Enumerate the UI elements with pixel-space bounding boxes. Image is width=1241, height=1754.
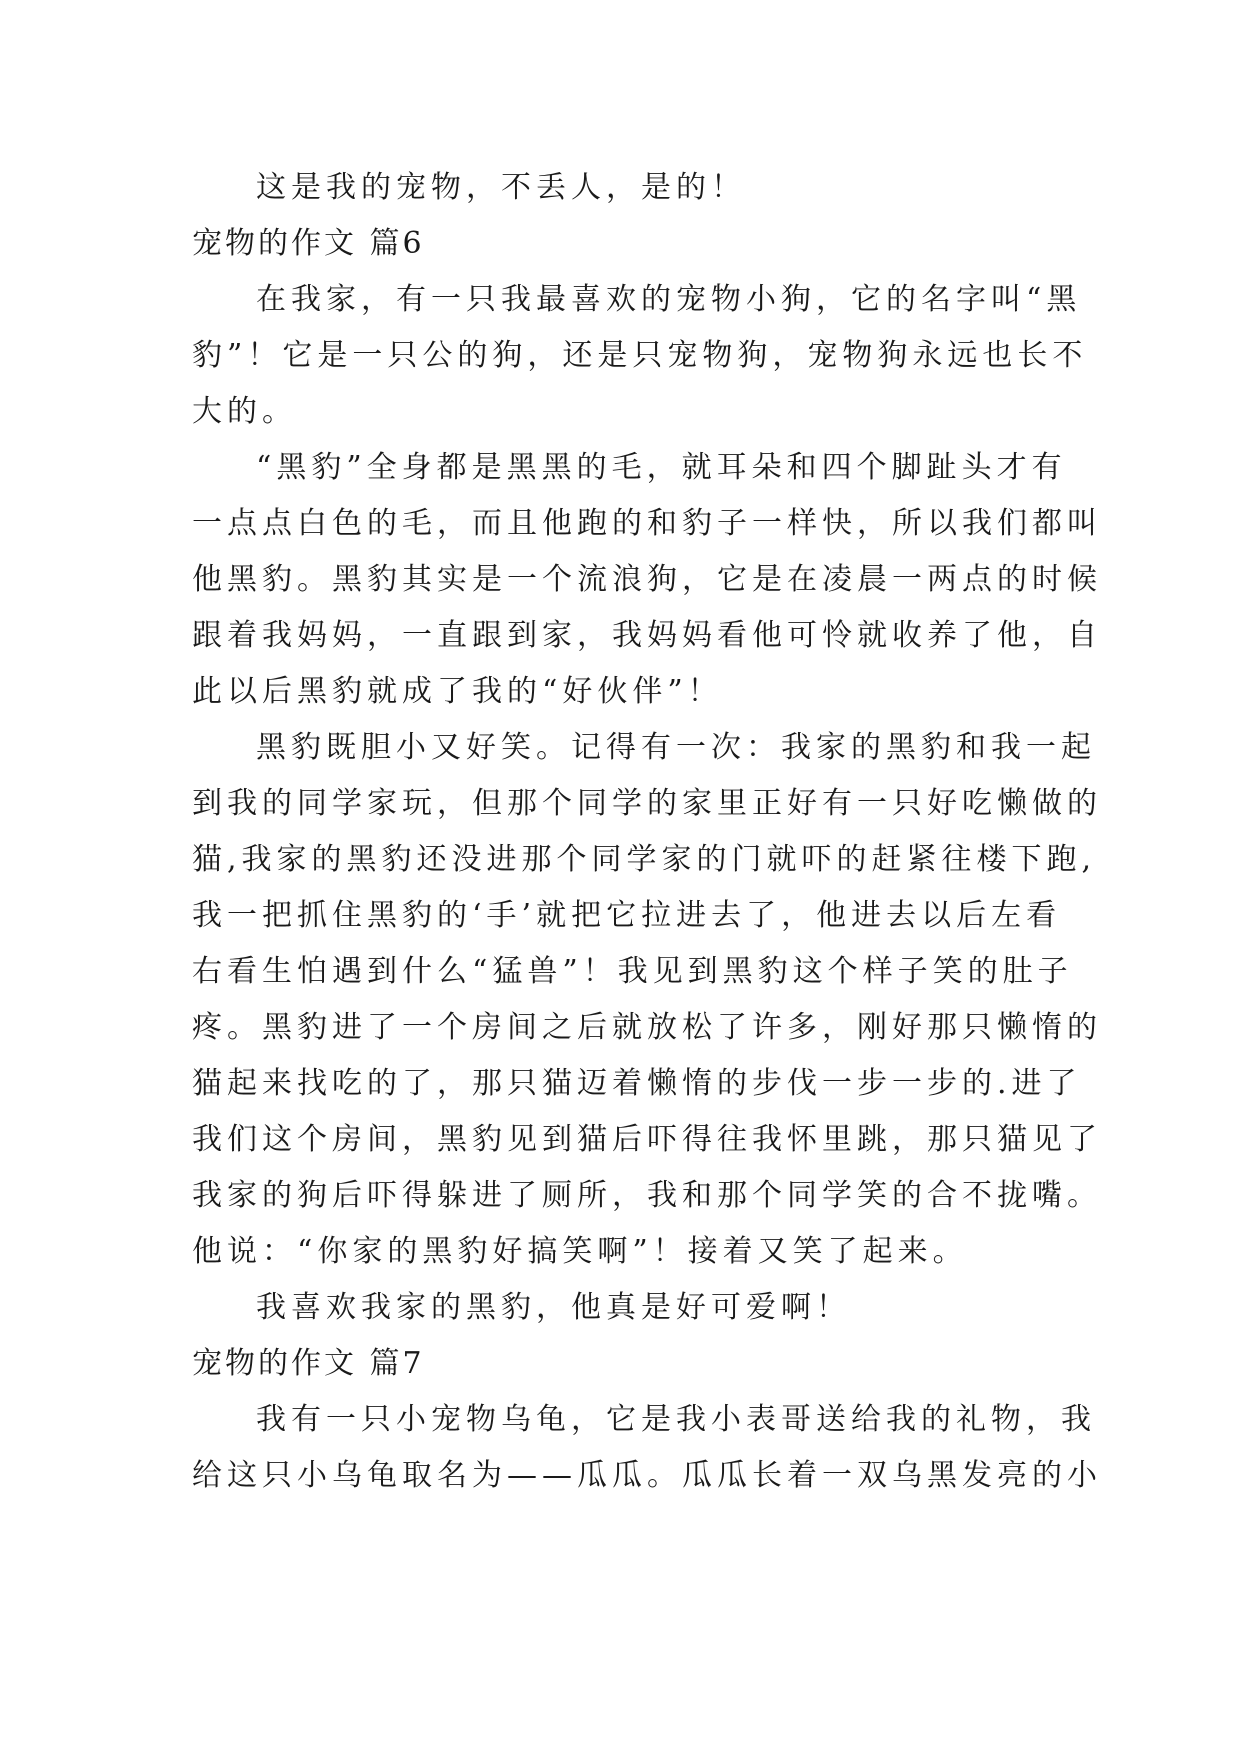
paragraph-line: 一点点白色的毛，而且他跑的和豹子一样快，所以我们都叫 bbox=[192, 506, 1102, 541]
paragraph-line: 他说：“你家的黑豹好搞笑啊”！接着又笑了起来。 bbox=[192, 1234, 968, 1269]
paragraph-line: 我一把抓住黑豹的‘手’就把它拉进去了，他进去以后左看 bbox=[192, 898, 1062, 933]
paragraph-line: 此以后黑豹就成了我的“好伙伴”！ bbox=[192, 674, 723, 709]
paragraph-line: 我有一只小宠物乌龟，它是我小表哥送给我的礼物，我 bbox=[256, 1402, 1096, 1437]
paragraph-line: 我喜欢我家的黑豹，他真是好可爱啊！ bbox=[256, 1290, 851, 1325]
paragraph-line: 我家的狗后吓得躲进了厕所，我和那个同学笑的合不拢嘴。 bbox=[192, 1178, 1102, 1213]
paragraph-line: 大的。 bbox=[192, 394, 297, 429]
paragraph-line: 我们这个房间，黑豹见到猫后吓得往我怀里跳，那只猫见了 bbox=[192, 1122, 1102, 1157]
paragraph-line: 黑豹既胆小又好笑。记得有一次：我家的黑豹和我一起 bbox=[256, 730, 1096, 765]
paragraph-line: 到我的同学家玩，但那个同学的家里正好有一只好吃懒做的 bbox=[192, 786, 1102, 821]
paragraph-line: 给这只小乌龟取名为——瓜瓜。瓜瓜长着一双乌黑发亮的小 bbox=[192, 1458, 1102, 1493]
paragraph-line: 右看生怕遇到什么“猛兽”！我见到黑豹这个样子笑的肚子 bbox=[192, 954, 1073, 989]
paragraph-line: 猫起来找吃的了，那只猫迈着懒惰的步伐一步一步的.进了 bbox=[192, 1066, 1082, 1101]
section-heading: 宠物的作文 篇7 bbox=[192, 1346, 425, 1381]
paragraph-line: 在我家，有一只我最喜欢的宠物小狗，它的名字叫“黑 bbox=[256, 282, 1082, 317]
section-heading: 宠物的作文 篇6 bbox=[192, 226, 425, 261]
paragraph-line: 这是我的宠物，不丢人，是的！ bbox=[256, 170, 746, 205]
paragraph-line: 跟着我妈妈，一直跟到家，我妈妈看他可怜就收养了他，自 bbox=[192, 618, 1102, 653]
paragraph-line: 豹”！它是一只公的狗，还是只宠物狗，宠物狗永远也长不 bbox=[192, 338, 1088, 373]
paragraph-line: 他黑豹。黑豹其实是一个流浪狗，它是在凌晨一两点的时候 bbox=[192, 562, 1102, 597]
document-body bbox=[192, 160, 1102, 1504]
paragraph-line: “黑豹”全身都是黑黑的毛，就耳朵和四个脚趾头才有 bbox=[256, 450, 1067, 485]
paragraph-line: 疼。黑豹进了一个房间之后就放松了许多，刚好那只懒惰的 bbox=[192, 1010, 1102, 1045]
paragraph-line: 猫,我家的黑豹还没进那个同学家的门就吓的赶紧往楼下跑, bbox=[192, 842, 1097, 877]
